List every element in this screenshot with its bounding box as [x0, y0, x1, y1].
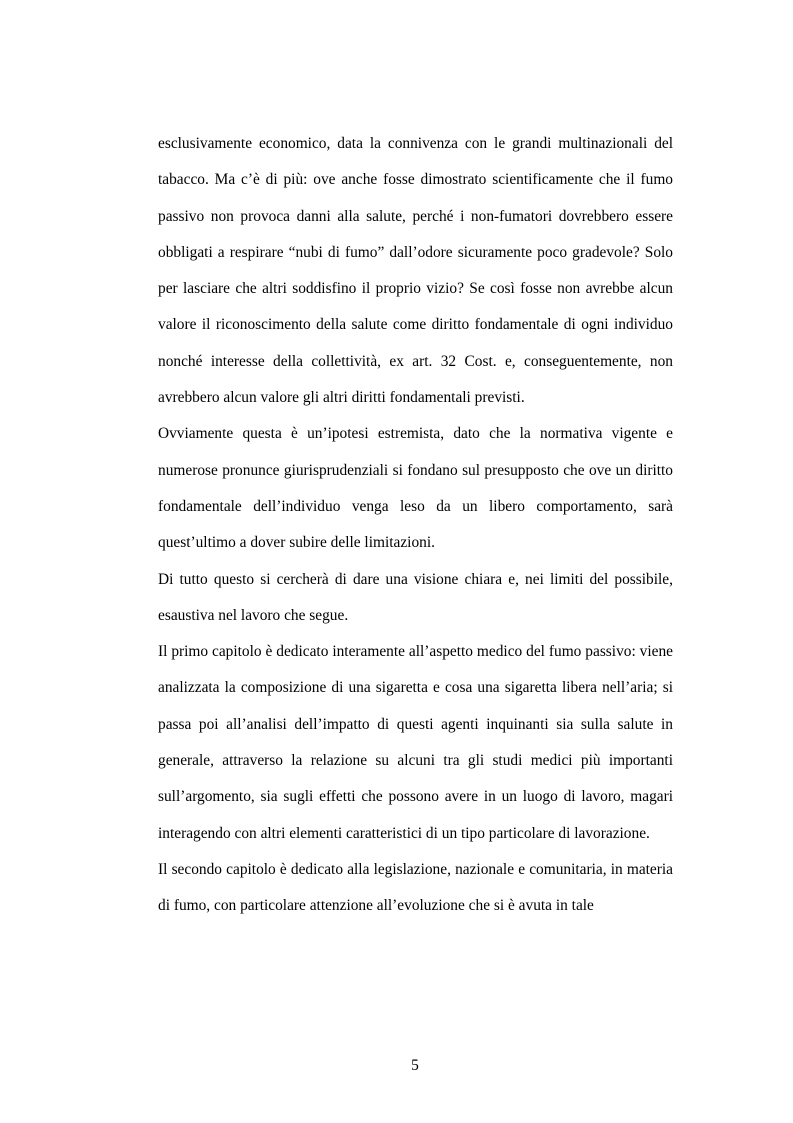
body-text [158, 126, 673, 925]
paragraph-3: Di tutto questo si cercherà di dare una visione chiara e, nei limiti del possibile, esaustiva nel lavoro che segue. [158, 570, 673, 624]
page-number: 5 [411, 1057, 419, 1074]
paragraph-1: esclusivamente economico, data la connivenza con le grandi multinazionali del tabacco. Ma c’è di più: ove anche fosse dimostrato scientificamente che il fumo passivo non provoca danni alla salute, perché i non-fumatori dovrebbero essere obbligati a respirare “nubi di fumo” dall’odore sicuramente poco gradevole? Solo per lasciare che altri soddisfino il proprio vizio? Se così fosse non avrebbe alcun valore il riconoscimento della salute come diritto fondamentale di ogni individuo nonché interesse della collettività, ex art. 32 Cost. e, conseguentemente, non avrebbero alcun valore gli altri diritti fondamentali previsti. [158, 135, 673, 407]
paragraph-2: Ovviamente questa è un’ipotesi estremista, dato che la normativa vigente e numerose pronunce giurisprudenziali si fondano sul presupposto che ove un diritto fondamentale dell’individuo venga leso da un libero comportamento, sarà quest’ultimo a dover subire delle limitazioni. [158, 425, 673, 552]
paragraph-4: Il primo capitolo è dedicato interamente all’aspetto medico del fumo passivo: viene analizzata la composizione di una sigaretta e cosa una sigaretta libera nell’aria; si passa poi all’analisi dell’impatto di questi agenti inquinanti sia sulla salute in generale, attraverso la relazione su alcuni tra gli studi medici più importanti sull’argomento, sia sugli effetti che possono avere in un luogo di lavoro, magari interagendo con altri elementi caratteristici di un tipo particolare di lavorazione. [158, 643, 673, 842]
paragraph-5: Il secondo capitolo è dedicato alla legislazione, nazionale e comunitaria, in materia di fumo, con particolare attenzione all’evoluzione che si è avuta in tale [158, 860, 673, 915]
